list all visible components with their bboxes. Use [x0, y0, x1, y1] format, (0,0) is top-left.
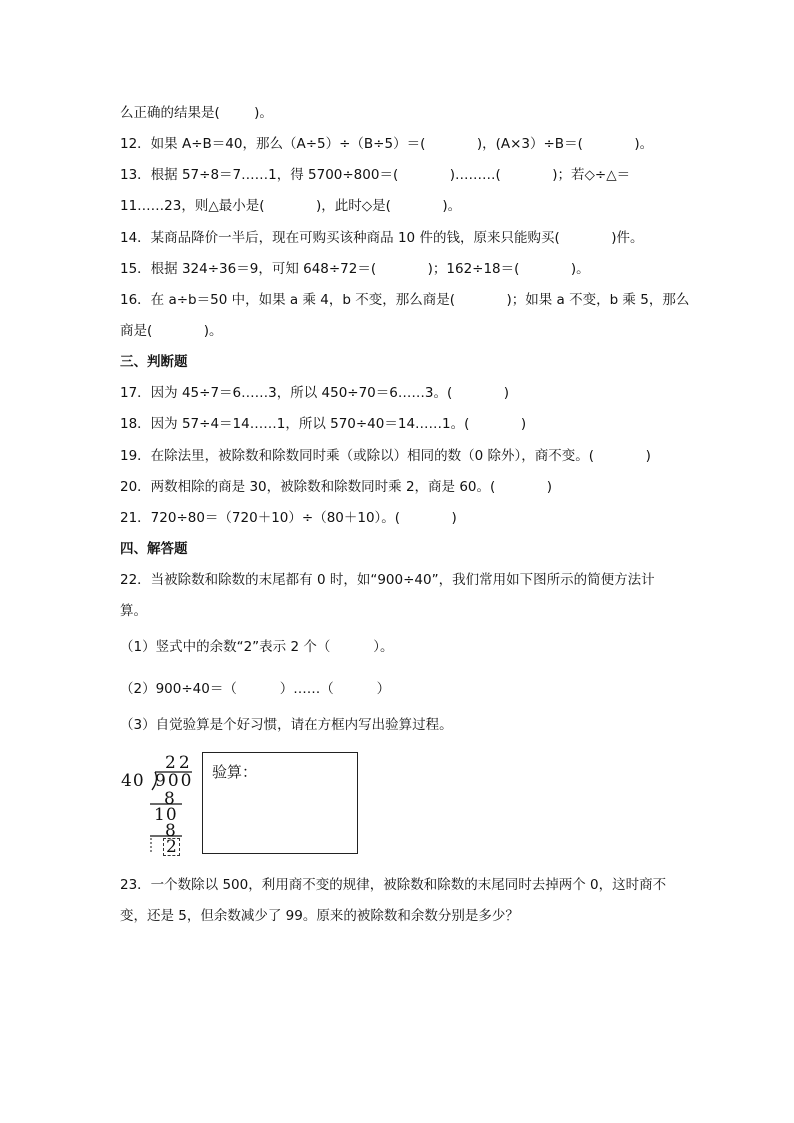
- second-product: 8: [165, 821, 176, 841]
- remainder: 2: [163, 838, 180, 856]
- question-text-line: 么正确的结果是( )。: [120, 105, 273, 121]
- question-22-cont: 算。: [120, 603, 147, 619]
- first-product: 8: [164, 789, 175, 809]
- question-18: 18．因为 57÷4＝14……1，所以 570÷40＝14……1。( ): [120, 416, 527, 432]
- question-22-part1: （1）竖式中的余数“2”表示 2 个（ ）。: [120, 639, 394, 655]
- question-12: 12．如果 A÷B＝40，那么（A÷5）÷（B÷5）＝( )，(A×3）÷B＝( )。: [120, 136, 654, 152]
- division-lines: [130, 750, 210, 860]
- question-19: 19．在除法里，被除数和除数同时乘（或除以）相同的数（0 除外），商不变。( ): [120, 448, 651, 464]
- question-17: 17．因为 45÷7＝6……3，所以 450÷70＝6……3。( ): [120, 385, 509, 401]
- quotient: 22: [165, 753, 193, 773]
- question-23: 23．一个数除以 500，利用商不变的规律，被除数和除数的末尾同时去掉两个 0，这时商不: [120, 877, 667, 893]
- dividend: 900: [155, 771, 194, 791]
- partial-dividend: 10: [154, 805, 178, 825]
- question-21: 21．720÷80＝（720＋10）÷（80＋10）。( ): [120, 510, 457, 526]
- verification-label: 验算：: [212, 763, 258, 781]
- question-22-part2: （2）900÷40＝（ ）……（ ）: [120, 681, 391, 697]
- section-heading-solve: 四、解答题: [120, 541, 188, 557]
- verification-box[interactable]: [202, 752, 358, 854]
- section-heading-judgement: 三、判断题: [120, 354, 188, 370]
- question-22-part3: （3）自觉验算是个好习惯，请在方框内写出验算过程。: [120, 717, 453, 733]
- question-16-cont: 商是( )。: [120, 323, 223, 339]
- question-13-cont: 11……23，则△最小是( )，此时◇是( )。: [120, 198, 462, 214]
- question-13: 13．根据 57÷8＝7……1，得 5700÷800＝( )………( )；若◇÷△＝: [120, 167, 631, 183]
- question-15: 15．根据 324÷36＝9，可知 648÷72＝( )；162÷18＝( )。: [120, 261, 590, 277]
- divisor: 40: [121, 771, 145, 791]
- question-16: 16．在 a÷b＝50 中，如果 a 乘 4，b 不变，那么商是( )；如果 a 不变，b 乘 5，那么: [120, 292, 690, 308]
- question-14: 14．某商品降价一半后，现在可购买该种商品 10 件的钱，原来只能购买( )件。: [120, 230, 644, 246]
- question-23-cont: 变，还是 5，但余数减少了 99。原来的被除数和余数分别是多少？: [120, 908, 519, 924]
- question-22: 22．当被除数和除数的末尾都有 0 时，如“900÷40”，我们常用如下图所示的简便方法计: [120, 572, 655, 588]
- question-20: 20．两数相除的商是 30，被除数和除数同时乘 2，商是 60。( ): [120, 479, 553, 495]
